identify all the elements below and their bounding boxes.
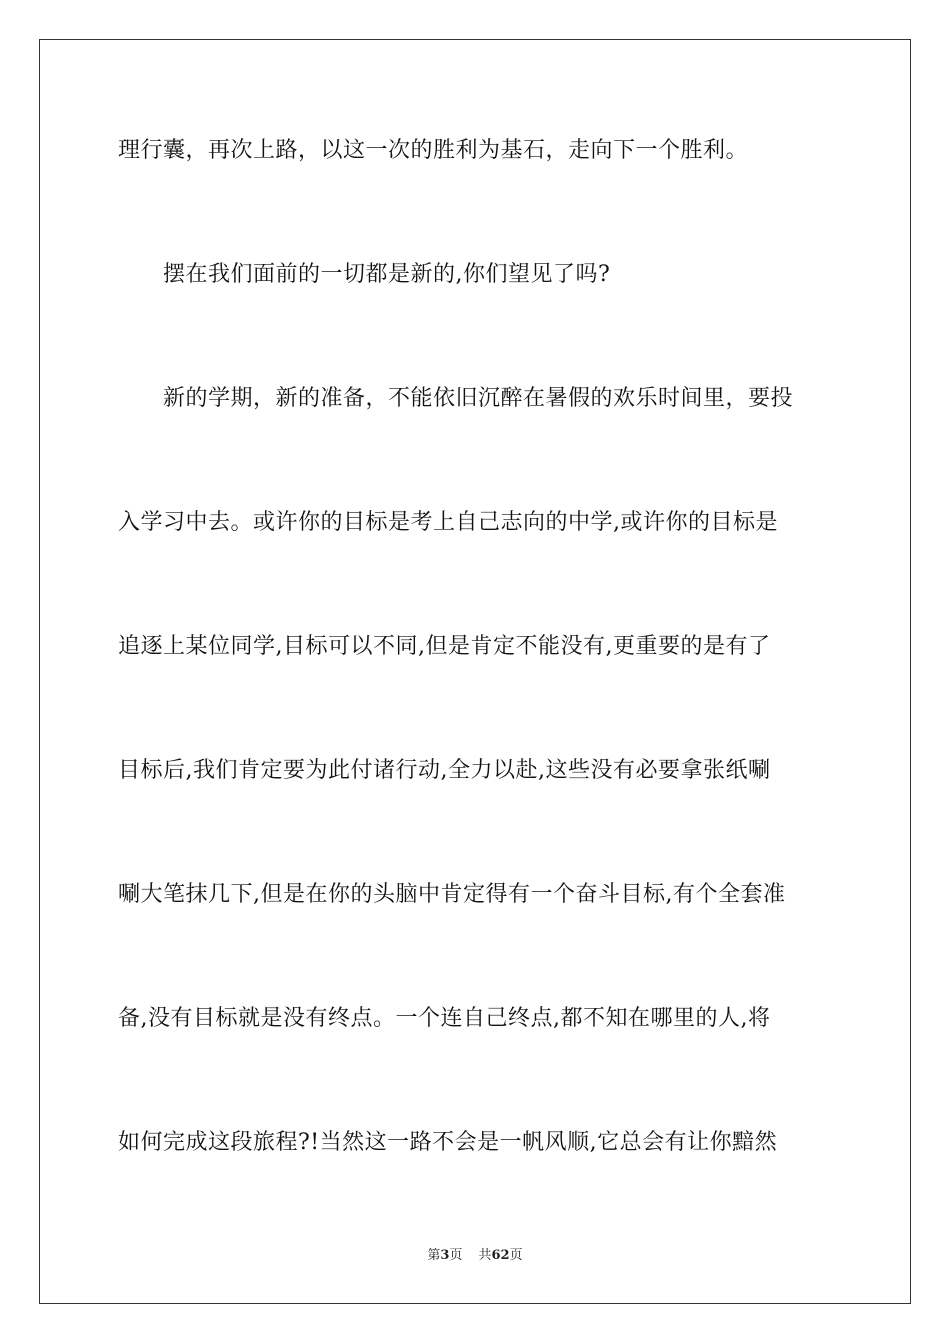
total-pages: 62 (491, 1248, 510, 1263)
text-line: 如何完成这段旅程?!当然这一路不会是一帆风顺,它总会有让你黯然 (118, 1130, 778, 1155)
total-suffix: 页 (509, 1248, 523, 1263)
text-line: 追逐上某位同学,目标可以不同,但是肯定不能没有,更重要的是有了 (118, 634, 771, 659)
page-footer (0, 1248, 950, 1264)
page-number: 3 (440, 1248, 450, 1263)
text-line: 入学习中去。或许你的目标是考上自己志向的中学,或许你的目标是 (118, 510, 778, 535)
text-line: 理行囊，再次上路，以这一次的胜利为基石，走向下一个胜利。 (118, 138, 749, 163)
page-suffix: 页 (449, 1248, 463, 1263)
text-line: 摆在我们面前的一切都是新的,你们望见了吗? (163, 262, 611, 287)
page-prefix: 第 (427, 1248, 441, 1263)
text-line: 新的学期，新的准备，不能依旧沉醉在暑假的欢乐时间里，要投 (163, 386, 794, 411)
text-line: 备,没有目标就是没有终点。一个连自己终点,都不知在哪里的人,将 (118, 1006, 771, 1031)
page-border (39, 39, 911, 1304)
text-line: 目标后,我们肯定要为此付诸行动,全力以赴,这些没有必要拿张纸唰 (118, 758, 771, 783)
total-prefix: 共 (478, 1248, 492, 1263)
text-line: 唰大笔抹几下,但是在你的头脑中肯定得有一个奋斗目标,有个全套准 (118, 882, 786, 907)
